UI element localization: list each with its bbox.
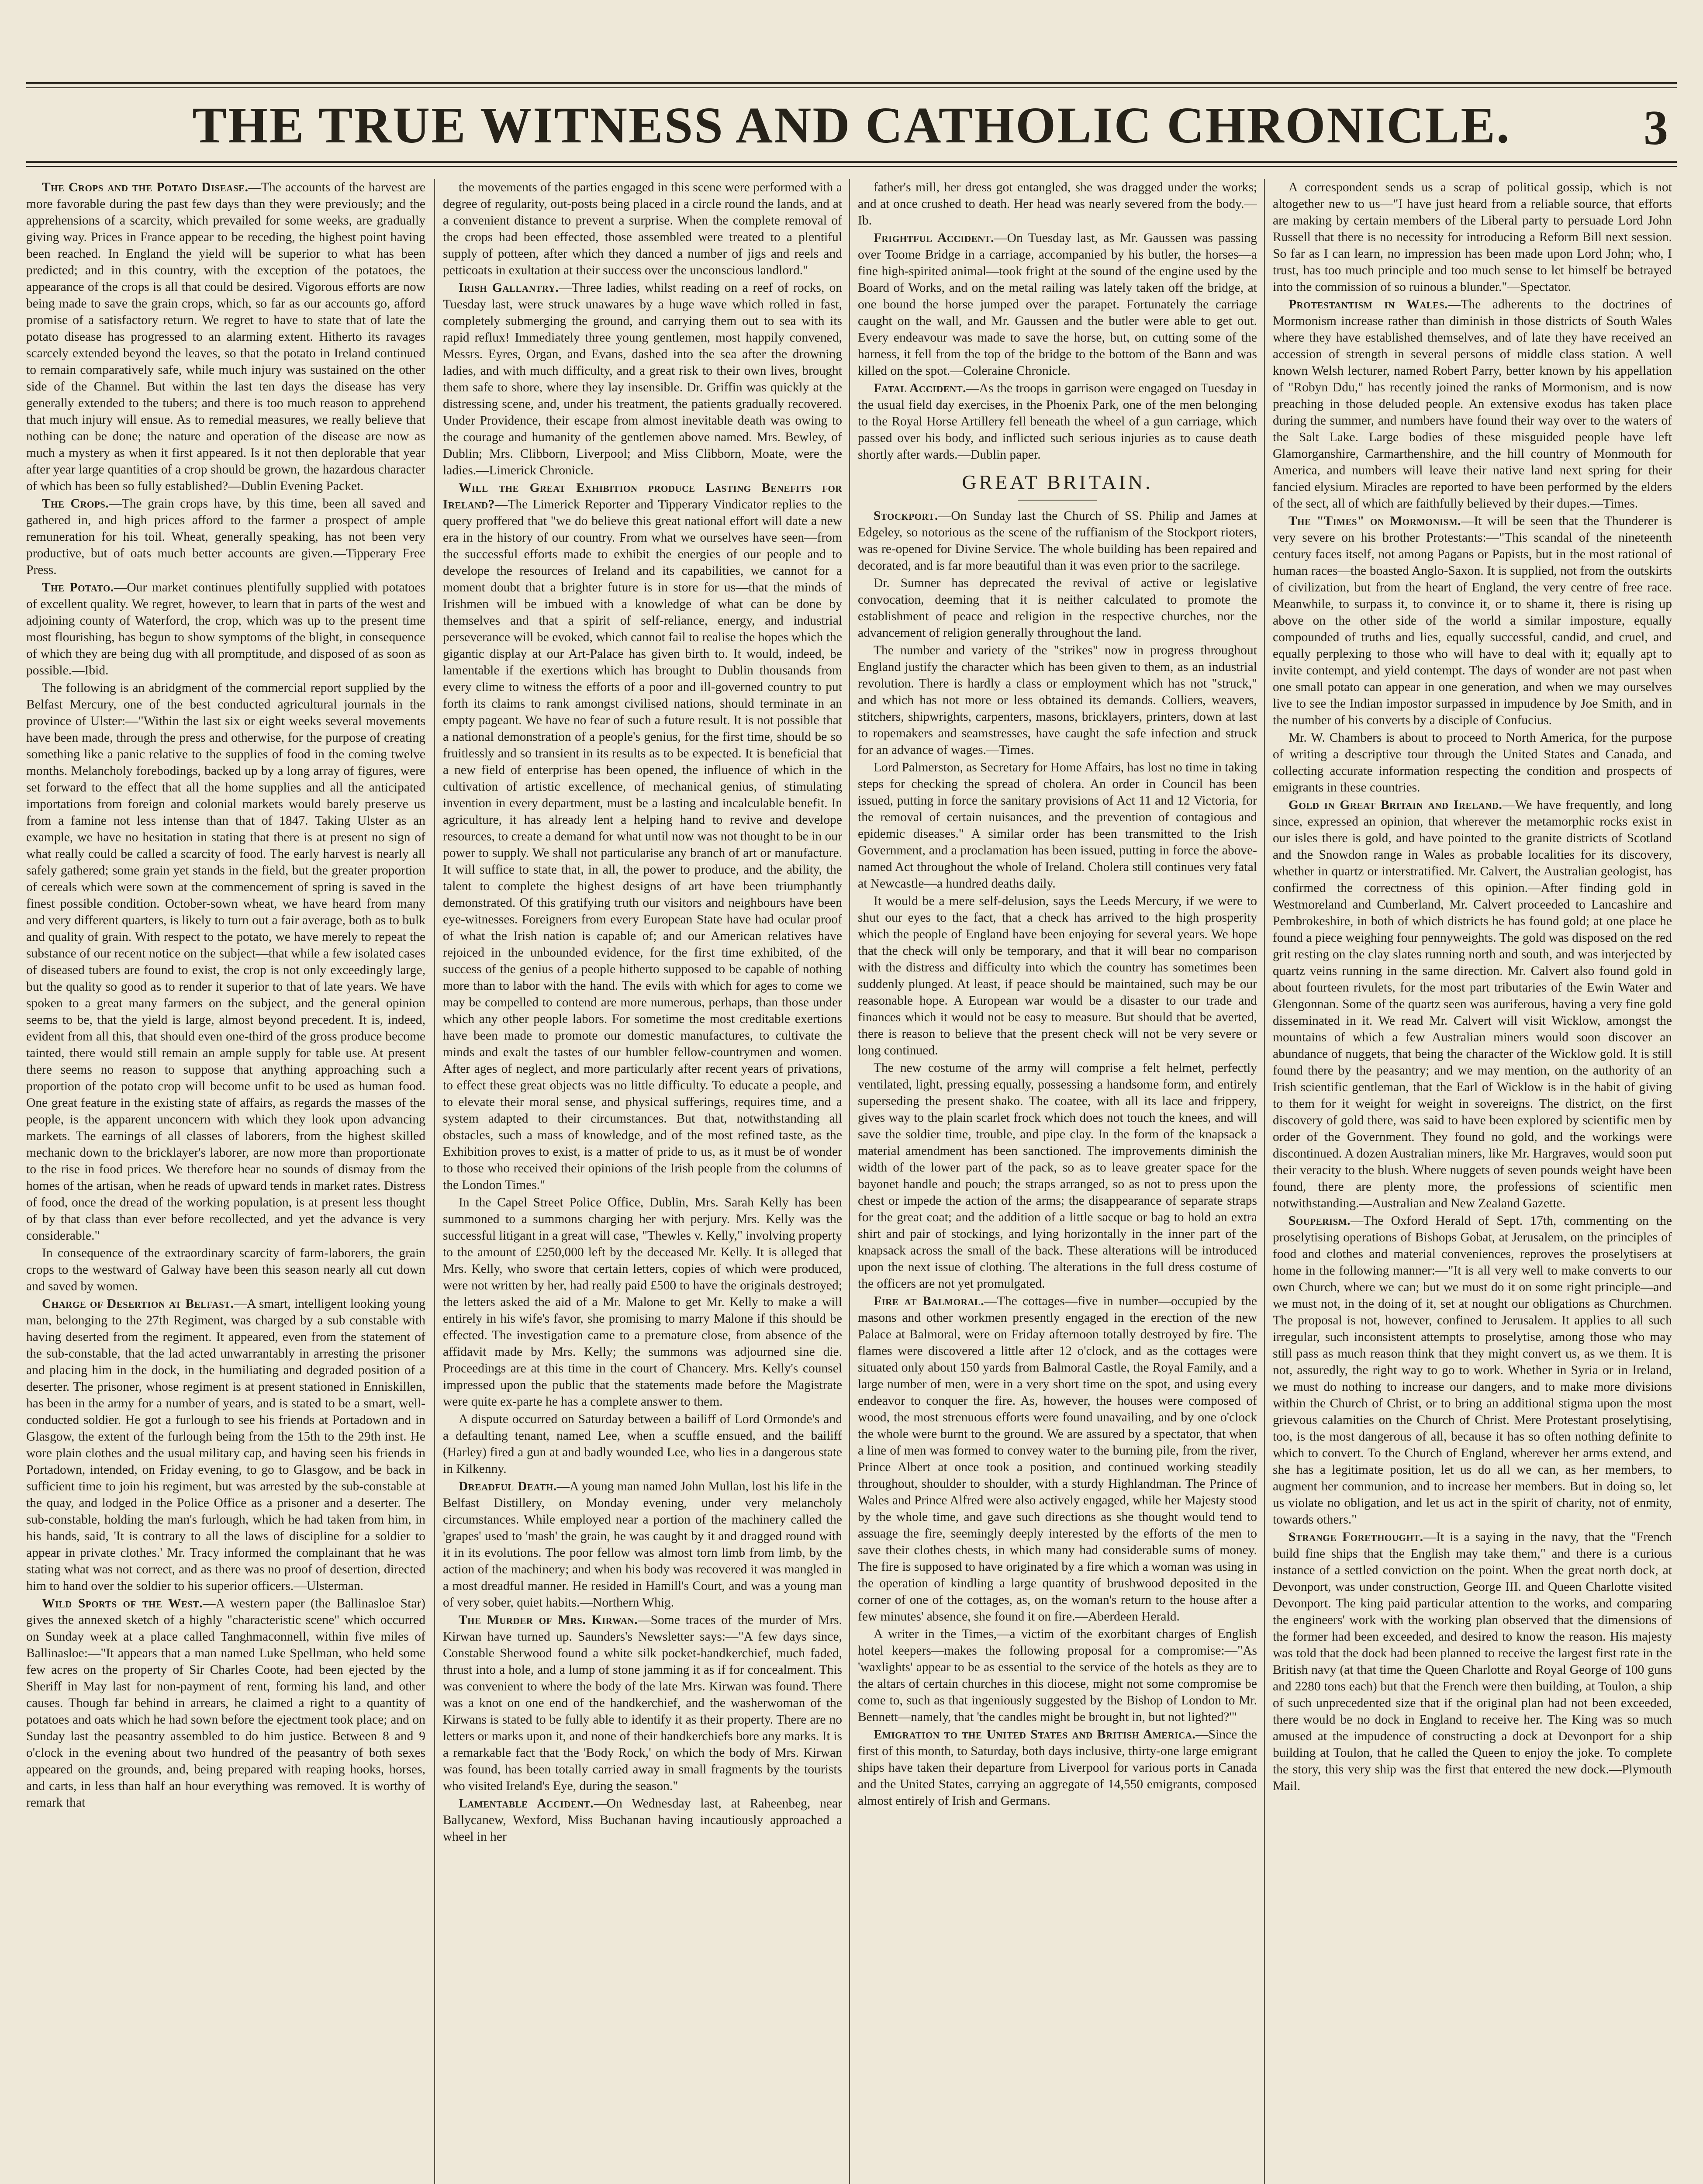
article-text: —Three ladies, whilst reading on a reef of rocks, on Tuesday last, were struck unawares by a huge wave which rolled in fast, completely submerging the ground, and carrying them out to sea with its rapid reflux! Immediately three young gentlemen, most happily convened, Messrs. Eyres, Organ, and Evans, dashed into the sea after the drowning ladies, and with much difficulty, and a great risk to their own lives, brought them safe to shore, where they lay insensible. Dr. Griffin was quickly at the distressing scene, and, under his treatment, the patients gradually recovered. Under Providence, their escape from almost inevitable death was owing to the courage and humanity of the gentlemen above named. Mrs. Bewley, of Dublin; Mrs. Clibborn, Liverpool; and Miss Clibborn, Moate, were the ladies.—Limerick Chronicle. — [443, 281, 842, 477]
article-paragraph — [26, 495, 425, 578]
article-paragraph — [1273, 1213, 1672, 1528]
article-text: A writer in the Times,—a victim of the exorbitant charges of English hotel keepers—makes the following proposal for a compromise:—"As 'waxlights' appear to be as essential to the service of the hotels as they are to the altars of certain churches in this diocese, might not some compromise be come to, such as that ingeniously suggested by the Bishop of London to Mr. Bennett—namely, that 'the candles might be brought in, but not lighted?'" — [858, 1627, 1257, 1724]
article-heading: The Potato. — [42, 581, 114, 594]
article-paragraph — [443, 1411, 842, 1477]
article-paragraph — [858, 893, 1257, 1059]
article-text: —Our market continues plentifully supplied with potatoes of excellent quality. We regret, however, to learn that in parts of the west and adjoining county of Waterford, the crop, which was up to the present time most flourishing, has begun to show symptoms of the blight, in consequence of which they are being dug with all promptitude, and disposed of as soon as possible.—Ibid. — [26, 581, 425, 677]
article-paragraph — [858, 179, 1257, 229]
article-text: —The Limerick Reporter and Tipperary Vindicator replies to the query proffered that "we do believe this great national effort will date a new era in the history of our country. From what we ourselves have seen—from the successful efforts made to exhibit the energies of our people and to develope the resources of Ireland and its capabilities, we cannot for a moment doubt that a brighter future is in store for us—that the minds of Irishmen will be imbued with a knowledge of what can be done by themselves and that a spirit of self-reliance, energy, and industrial perseverance will be evoked, which cannot fail to realise the hopes which the gigantic display at our Art-Palace has given birth to. It would, indeed, be lamentable if the exertions which has brought to Dublin thousands from every clime to witness the efforts of a poor and ill-governed country to put forth its claims to rank amongst civilised nations, should terminate in an empty pageant. We have no fear of such a future result. It is not possible that a national demonstration of a people's genius, for the first time, should be so fruitlessly and so transient in its results as to be expected. It is beneficial that a new field of enterprise has been opened, the influence of which in the cultivation of artistic excellence, of mechanical genius, of stimulating invention in every department, must be a lasting and incalculable benefit. In agriculture, it has already lent a helping hand to revive and develope resources, to create a demand for what until now was not thought to be in our power to supply. We shall not particularise any branch of art or manufacture. It will suffice to state that, in all, the power to produce, and the ability, the talent to complete the highest designs of art have been triumphantly demonstrated. Of this gratifying truth our visitors and neighbours have been eye-witnesses. Foreigners from every European State have had ocular proof of what the Irish nation is capable of; and our American relatives have rejoiced in the unbounded evidence, for the first time exhibited, of the success of the genius of a people hitherto supposed to be capable of nothing more than to labor with the hand. The evils with which for ages to come we may be compelled to contend are more numerous, perhaps, than those under which any other people labors. For sometime the most creditable exertions have been made to promote our domestic manufactures, to cultivate the minds and exalt the tastes of our humbler fellow-countrymen and women. After ages of neglect, and more particularly after recent years of privations, to effect these great objects was no little difficulty. To educate a people, and to elevate their moral sense, and physical sufferings, requires time, and a system adapted to their circumstances. But that, notwithstanding all obstacles, such a mass of knowledge, and of the most refined taste, as the Exhibition proves to exist, is a matter of pride to us, as it must be of wonder to those who received their opinions of the Irish people from the columns of the London Times." — [443, 498, 842, 1192]
article-heading: The Murder of Mrs. Kirwan. — [459, 1613, 638, 1627]
article-paragraph — [443, 280, 842, 479]
top-rule-thin — [26, 87, 1677, 88]
article-heading: Fire at Balmoral. — [874, 1294, 984, 1308]
article-paragraph — [443, 1194, 842, 1410]
article-text: the movements of the parties engaged in this scene were performed with a degree of regularity, out-posts being placed in a circle round the lands, and at a convenient distance to prevent a surprise. When the complete removal of the crops had been effected, those assembled were treated to a plentiful supply of potteen, after which they danced a number of jigs and reels and petticoats in exultation at their success over the unconscious landlord." — [443, 180, 842, 277]
article-paragraph — [858, 1726, 1257, 1809]
article-paragraph — [443, 1478, 842, 1611]
article-paragraph — [858, 1293, 1257, 1625]
article-heading: Will the Great Exhibition produce Lasting Benefits for Ireland? — [443, 481, 842, 511]
article-heading: Dreadful Death. — [459, 1479, 557, 1493]
article-paragraph — [1273, 729, 1672, 796]
article-text: A dispute occurred on Saturday between a bailiff of Lord Ormonde's and a defaulting tenant, named Lee, when a scuffle ensued, and the bailiff (Harley) fired a gun at and badly wounded Lee, who lies in a dangerous state in Kilkenny. — [443, 1412, 842, 1476]
column-3 — [858, 179, 1257, 2184]
article-paragraph — [443, 1795, 842, 1845]
article-text: —The cottages—five in number—occupied by the masons and other workmen presently engaged in the erection of the new Palace at Balmoral, were on Friday afternoon totally destroyed by fire. The flames were discovered a little after 12 o'clock, and as the cottages were situated only about 150 yards from Balmoral Castle, the Royal Family, and a large number of men, were in a very short time on the spot, and using every endeavor to conquer the fire. As, however, the houses were composed of wood, the most strenuous efforts were found unavailing, and by one o'clock the whole were burnt to the ground. We are assured by a spectator, that when a line of men was formed to convey water to the burning pile, from the river, Prince Albert at once took a position, and continued working steadily throughout, shoulder to shoulder, with a sturdy Highlandman. The Prince of Wales and Prince Alfred were also actively engaged, while her Majesty stood by the whole time, and gave such directions as she thought would tend to assuage the fire, seemingly deeply interested by the efforts of the men to save their clothes chests, in which many had considerable sums of money. The fire is supposed to have originated by a fire which a woman was using in the operation of kindling a large quantity of brushwood deposited in the corner of one of the cottages, as, on the woman's return to the house after a few minutes' absence, she found it on fire.—Aberdeen Herald. — [858, 1294, 1257, 1624]
article-paragraph — [443, 179, 842, 279]
article-paragraph — [1273, 179, 1672, 295]
article-text: It would be a mere self-delusion, says the Leeds Mercury, if we were to shut our eyes to the fact, that a check has arrived to the high prosperity which the people of England have been enjoying for several years. We hope that the check will only be temporary, and that it will bear no comparison with the distress and difficulty into which the country has sometimes been suddenly plunged. At least, if peace should be maintained, such may be our reasonable hope. A European war would be a disaster to our trade and finances which it would not be easy to measure. But should that be averted, there is reason to believe that the present check will not be very severe or long continued. — [858, 894, 1257, 1057]
article-heading: Protestantism in Wales. — [1288, 297, 1448, 311]
article-text: —A smart, intelligent looking young man, belonging to the 27th Regiment, was charged by a sub constable with having deserted from the regiment. It appeared, even from the statement of the sub-constable, that the lad acted unwarrantably in arresting the prisoner and placing him in the dock, in the humiliating and degraded position of a deserter. The prisoner, whose regiment is at present stationed in Enniskillen, has been in the army for a number of years, and is stated to be a smart, well-conducted soldier. He got a furlough to see his friends at Portadown and in Glasgow, the extent of the furlough being from the 15th to the 29th inst. He wore plain clothes and the usual military cap, and having seen his friends in Portadown, intended, on Friday evening, to go to Glasgow, and be back in sufficient time to join his regiment, but was arrested by the sub-constable at the quay, and lodged in the Police Office as a prisoner and a deserter. The sub-constable, holding the man's furlough, which he had taken from him, in his hands, said, 'It is contrary to all the laws of discipline for a soldier to appear in private clothes.' Mr. Tracy informed the complainant that he was stating what was not correct, and as there was no proof of desertion, directed him to hand over the soldier to his superior officers.—Ulsterman. — [26, 1297, 425, 1593]
article-heading: The "Times" on Mormonism. — [1288, 514, 1461, 528]
article-paragraph — [858, 1626, 1257, 1725]
column-4 — [1273, 179, 1672, 2184]
article-paragraph — [858, 230, 1257, 379]
article-text: —On Sunday last the Church of SS. Philip and James at Edgeley, so notorious as the scene of the ruffianism of the Stockport rioters, was re-opened for Divine Service. The whole building has been repaired and decorated, and is far more beautiful than it was even prior to the sacrilege. — [858, 509, 1257, 573]
article-paragraph — [1273, 296, 1672, 512]
article-heading: Charge of Desertion at Belfast. — [42, 1297, 234, 1311]
article-text: —Since the first of this month, to Saturday, both days inclusive, thirty-one large emigrant ships have taken their departure from Liverpool for various ports in Canada and the United States, carrying an aggregate of 14,550 emigrants, composed almost entirely of Irish and Germans. — [858, 1728, 1257, 1808]
article-text: Lord Palmerston, as Secretary for Home Affairs, has lost no time in taking steps for checking the spread of cholera. An order in Council has been issued, putting in force the sanitary provisions of Act 11 and 12 Victoria, for the removal of certain nuisances, and the prevention of contagious and epidemic diseases." A similar order has been transmitted to the Irish Government, and a proclamation has been issued, putting in force the above-named Act throughout the whole of Ireland. Cholera still continues very fatal at Newcastle—a hundred deaths daily. — [858, 760, 1257, 891]
article-text: Mr. W. Chambers is about to proceed to North America, for the purpose of writing a descriptive tour through the United States and Canada, and collecting accurate information respecting the condition and prospects of emigrants in these countries. — [1273, 731, 1672, 795]
article-heading: Wild Sports of the West. — [42, 1597, 203, 1610]
article-columns — [26, 179, 1672, 2184]
article-heading: Gold in Great Britain and Ireland. — [1288, 798, 1503, 812]
article-text: —A young man named John Mullan, lost his life in the Belfast Distillery, on Monday evening, under very melancholy circumstances. While employed near a portion of the machinery called the 'grapes' used to 'mash' the grain, he was caught by it and dragged round with it in its evolutions. The poor fellow was almost torn limb from limb, by the action of the machinery; and when his body was recovered it was mangled in a most dreadful manner. He resided in Hamill's Court, and was a young man of very sober, quiet habits.—Northern Whig. — [443, 1479, 842, 1610]
article-text: —The grain crops have, by this time, been all saved and gathered in, and high prices afford to the farmer a prospect of ample remuneration for his toil. Wheat, generally speaking, has not been very productive, but of oats much better accounts are given.—Tipperary Free Press. — [26, 497, 425, 577]
article-heading: Irish Gallantry. — [459, 281, 559, 295]
article-text: —We have frequently, and long since, expressed an opinion, that wherever the metamorphic rocks exist in our isles there is gold, and have pointed to the granite districts of Scotland and the Snowdon range in Wales as probable localities for its discovery, whether in quartz or interstratified. Mr. Calvert, the Australian geologist, has confirmed the correctness of this opinion.—After finding gold in Westmoreland and Cumberland, Mr. Calvert proceeded to Lancashire and Pembrokeshire, in both of which districts he has found gold; at one place he found a piece weighing four pennyweights. The gold was disposed on the red grit resting on the clay slates running north and south, and was interjected by quartz veins running in the same direction. Mr. Calvert also found gold in about fourteen rivulets, for the most part tributaries of the Ewin Water and Glengonnan. Some of the quartz seen was auriferous, having a very fine gold disseminated in it. We read Mr. Calvert will visit Wicklow, amongst the mountains of which a few Australian miners would soon discover an abundance of nuggets, that being the character of the Wicklow gold. It is still found there by the peasantry; and we may mention, on the authority of an Irish scientific gentleman, that the Earl of Wicklow is in the habit of giving to them for it weight for weight in sovereigns. The district, on the first discovery of gold there, was said to have been explored by scientific men by order of the Government. They found no gold, and the workings were discontinued. A dozen Australian miners, like Mr. Hargraves, would soon put their veracity to the blush. Where nuggets of seven pounds weight have been found, there are plenty more, the professions of scientific men notwithstanding.—Australian and New Zealand Gazette. — [1273, 798, 1672, 1210]
article-text: In consequence of the extraordinary scarcity of farm-laborers, the grain crops to the westward of Galway have been this season nearly all cut down and saved by women. — [26, 1246, 425, 1293]
section-rule — [1018, 500, 1097, 501]
article-paragraph — [26, 1296, 425, 1594]
article-paragraph — [858, 380, 1257, 463]
article-heading: Lamentable Accident. — [459, 1797, 594, 1811]
article-paragraph — [858, 508, 1257, 574]
article-paragraph — [1273, 513, 1672, 729]
article-paragraph — [26, 680, 425, 1244]
article-paragraph — [443, 1612, 842, 1794]
article-heading: The Crops. — [42, 497, 109, 511]
article-text: The number and variety of the "strikes" now in progress throughout England justify the character which has been given to them, as an industrial revolution. There is hardly a class or employment which has not "struck," and which has not more or less obtained its demands. Colliers, weavers, stitchers, shipwrights, carpenters, masons, bricklayers, printers, down at last to ropemakers and seamstresses, have caught the safe infection and struck for an advance of wages.—Times. — [858, 643, 1257, 757]
article-text: —On Tuesday last, as Mr. Gaussen was passing over Toome Bridge in a carriage, accompanied by his butler, the horses—a fine high-spirited animal—took fright at the sound of the engine used by the Board of Works, and on the metal railing was lately taken off the bridge, at one bound the horse jumped over the parapet. Fortunately the carriage caught on the wall, and Mr. Gaussen and the butler were able to get out. Every endeavour was made to save the horse, but, on cutting some of the harness, it fell from the top of the bridge to the bottom of the Bann and was killed on the spot.—Coleraine Chronicle. — [858, 231, 1257, 378]
article-text: —It will be seen that the Thunderer is very severe on his brother Protestants:—"This scandal of the nineteenth century faces itself, not among Pagans or Papists, but in the most rational of human races—the boasted Anglo-Saxon. It is supplied, not from the outskirts of civilization, but from the heart of England, the very centre of free race. Meanwhile, to surpass it, to convince it, or to shame it, there is rising up above on the other side of the world a similar imposture, equally compounded of truths and lies, equally successful, candid, and cruel, and equally perplexing to those who will have to deal with it; equally apt to invite contempt, and yield contempt. The days of wonder are not past when one small potato can appear in one generation, and when we may ourselves live to see the Indian impostor surpassed in impudence by Joe Smith, and in the number of his converts by a disciple of Confucius. — [1273, 514, 1672, 727]
section-heading: GREAT BRITAIN. — [962, 471, 1153, 493]
article-text: —A western paper (the Ballinasloe Star) gives the annexed sketch of a highly "characteristic scene" which occurred on Sunday week at a place called Tanghmaconnell, within five miles of Ballinasloe:—"It appears that a man named Luke Spellman, who held some few acres on the property of Sir Charles Coote, had been ejected by the Sheriff in May last for non-payment of rent, forming his land, and other causes. Though far behind in arrears, he claimed a right to a quantity of potatoes and oats which he had sown before the ejectment took place; and on Sunday last the peasantry assembled to do him justice. Between 8 and 9 o'clock in the evening about two hundred of the peasantry of both sexes appeared on the grounds, and, being prepared with reaping hooks, horses, and carts, in less than half an hour everything was removed. It is worthy of remark that — [26, 1597, 425, 1810]
article-heading: Stockport. — [874, 509, 938, 523]
article-text: —The Oxford Herald of Sept. 17th, commenting on the proselytising operations of Bishops Gobat, at Jerusalem, on the principles of food and clothes and material conveniences, reproves the proselytisers at home in the following manner:—"It is all very well to make converts to our own Church, where we can; but we must do it on some right principle—and we must not, in the doing of it, set at nought our obligations as Churchmen. The proposal is not, however, confined to Jerusalem. It applies to all such irregular, such inconsistent attempts to proselytise, among those who may still pass as much reason think that they might convert us, as we them. It is not, assuredly, the right way to go to work. Whether in Syria or in Ireland, we must do nothing to increase our dangers, and to make more divisions within the Church of Christ, or to bring an additional stigma upon the most grievous calamities on the Church of Christ. Mere Protestant proselytising, too, is the most dangerous of all, because it has so often nothing definite to which to convert. To the Church of England, wherever her arms extend, and she has a legitimate position, let us do all we can, as her members, to augment her communion, and to increase her members. But in doing so, let us violate no obligation, and let us act in the spirit of charity, not of enmity, towards others." — [1273, 1214, 1672, 1527]
article-paragraph — [1273, 797, 1672, 1212]
article-heading: Frightful Accident. — [874, 231, 995, 245]
column-divider — [434, 179, 435, 2184]
article-text: —As the troops in garrison were engaged on Tuesday in the usual field day exercises, in the Phoenix Park, one of the men belonging to the Royal Horse Artillery fell beneath the wheel of a gun carriage, which passed over his body, and inflicted such serious injuries as to cause death shortly after wards.—Dublin paper. — [858, 381, 1257, 462]
article-heading: Strange Forethought. — [1288, 1530, 1423, 1544]
masthead-rule — [26, 161, 1677, 163]
masthead — [26, 93, 1677, 158]
article-text: —The accounts of the harvest are more favorable during the past few days than they were previously; and the apprehensions of a scarcity, which prevailed for some weeks, are gradually giving way. Prices in France appear to be receding, the highest point having been reached. In England the yield will be superior to what has been predicted; and in this country, with the exception of the potatoes, the appearance of the crops is all that could be desired. Vigorous efforts are now being made to save the grain crops, which, so far as our accounts go, afford promise of a satisfactory return. We regret to have to state that of late the potato disease has progressed to an alarming extent. Hitherto its ravages scarcely extended beyond the leaves, so that the potato in Ireland continued to remain comparatively safe, while much injury was sustained on the other side of the Channel. But within the last ten days the disease has very generally extended to the tubers; and there is too much reason to apprehend that much injury will ensue. As to remedial measures, we really believe that nothing can be done; the nature and operation of the disease are now as much a mystery as when it first appeared. Is it not then deplorable that year after year large quantities of a crop should be grown, the hazardous character of which has been so fully established?—Dublin Evening Packet. — [26, 180, 425, 493]
article-paragraph — [858, 759, 1257, 892]
article-paragraph — [1273, 1529, 1672, 1794]
page-number: 3 — [1644, 101, 1668, 155]
article-paragraph — [858, 575, 1257, 641]
column-divider — [1264, 179, 1265, 2184]
article-paragraph — [858, 1060, 1257, 1292]
article-text: —The adherents to the doctrines of Mormonism increase rather than diminish in those districts of South Wales where they have established themselves, and of late they have received an accession of strength in several persons of middle class station. A well known Welsh lecturer, named Robert Parry, better known by his appellation of "Robyn Ddu," has recently joined the ranks of Mormonism, and is now preaching in those deluded people. An extensive exodus has taken place during the summer, and numbers have found their way over to the waters of the Salt Lake. Large bodies of these misguided people have left Glamorganshire, Carmarthenshire, and the hill country of Monmouth for America, and numbers will leave their native land next spring for their fancied elysium. Miracles are reported to have been performed by the elders of the sect, all of which are faithfully believed by their dupes.—Times. — [1273, 297, 1672, 511]
article-text: In the Capel Street Police Office, Dublin, Mrs. Sarah Kelly has been summoned to a summons charging her with perjury. Mrs. Kelly was the successful litigant in a great will case, "Thewles v. Kelly," involving property to the amount of £250,000 left by the deceased Mr. Kelly. It is alleged that Mrs. Kelly, who swore that certain letters, copies of which were produced, were not written by her, had really paid £500 to have the originals destroyed; the letters asked the aid of a Mr. Malone to get Mr. Kelly to make a will entirely in his wife's favor, she promising to marry Malone if this should be effected. The investigation came to a premature close, from absence of the affidavit made by Mrs. Kelly; the summons was adjourned sine die. Proceedings are at this time in the court of Chancery. Mrs. Kelly's counsel impressed upon the public that the statements made before the Magistrate were quite ex-parte he has a complete answer to them. — [443, 1196, 842, 1409]
article-text: Dr. Sumner has deprecated the revival of active or legislative convocation, deeming that it is neither calculated to promote the establishment of peace and religion in the respective churches, nor the advancement of religion generally throughout the land. — [858, 576, 1257, 640]
article-heading: Emigration to the United States and British America. — [874, 1728, 1196, 1742]
article-heading: The Crops and the Potato Disease. — [42, 180, 249, 194]
article-text: —It is a saying in the navy, that the "French build fine ships that the English may take them," and there is a curious instance of a settled conviction on the point. When the great north dock, at Devonport, was under construction, George III. and Queen Charlotte visited Devonport. The king paid particular attention to the works, and comparing the engineers' work with the working plan observed that the dimensions of the former had been exceeded, and desired to know the reason. His majesty was told that the dock had been planned to receive the largest first rate in the British navy (at that time the Queen Charlotte and Royal George of 100 guns and 2280 tons each) but that the French were then building, at Toulon, a ship of such unprecedented size that if the original plan had not been exceeded, there would be no dock in England to receive her. The King was so much amused at the impudence of constructing a dock at Devonport for a ship building at Toulon, that he called the Queen to enjoy the joke. To complete the story, this very ship was the first that entered the new dock.—Plymouth Mail. — [1273, 1530, 1672, 1793]
column-2 — [443, 179, 842, 2184]
article-text: —On Wednesday last, at Raheenbeg, near Ballycanew, Wexford, Miss Buchanan having incautiously approached a wheel in her — [443, 1797, 842, 1844]
masthead-rule-thin — [26, 166, 1677, 167]
masthead-title: THE TRUE WITNESS AND CATHOLIC CHRONICLE. — [192, 97, 1511, 154]
top-rule — [26, 82, 1677, 84]
article-paragraph — [858, 642, 1257, 758]
column-1 — [26, 179, 425, 2184]
article-paragraph — [26, 179, 425, 494]
article-text: A correspondent sends us a scrap of political gossip, which is not altogether new to us—"I have just heard from a reliable source, that efforts are making by certain members of the Liberal party to persuade Lord John Russell that there is no necessity for introducing a Reform Bill next session. So far as I can learn, no impression has been made upon Lord John; who, I trust, has too much principle and too much sense to let himself be betrayed into the commission of so ruinous a blunder."—Spectator. — [1273, 180, 1672, 294]
article-text: The following is an abridgment of the commercial report supplied by the Belfast Mercury, one of the best conducted agricultural journals in the province of Ulster:—"Within the last six or eight weeks several movements have been made, through the press and otherwise, for the purpose of creating something like a panic relative to the supplies of food in the coming twelve months. Melancholy forebodings, backed up by a long array of figures, were set forward to the effect that all the home supplies and all the anticipated importations from foreign and colonial markets would barely preserve us from a famine not less intense than that of 1847. Taking Ulster as an example, we have no hesitation in stating that there is at present no sign of what really could be called a scarcity of food. The early harvest is nearly all safely gathered; some grain yet stands in the field, but the greater proportion of cereals which were sown at the commencement of spring is saved in the finest possible condition. October-sown wheat, we have heard from many and very different quarters, is likely to turn out a fair average, both as to bulk and quality of grain. With respect to the potato, we have merely to repeat the substance of our recent notice on the subject—that while a few isolated cases of diseased tubers are found to exist, the crop is not only exceedingly large, but the quality so good as to render it superior to that of late years. We have spoken to a great many farmers on the subject, and the general opinion seems to be, that the yield is large, almost beyond precedent. It is, indeed, evident from all this, that should even one-third of the gross produce become tainted, there would still remain an ample supply for table use. At present there seems no reason to suppose that anything approaching such a proportion of the potato crop will become unfit to be used as human food. One great feature in the existing state of affairs, as regards the masses of the people, is the apparent unconcern with which they look upon advancing markets. The earnings of all classes of laborers, from the highest skilled mechanic down to the bricklayer's laborer, are now more than proportionate to the rise in food prices. We therefore hear no sounds of dismay from the homes of the artisan, when he reads of upward tends in market rates. Distress of food, once the dread of the working population, is at present less thought of by that class than ever before recollected, and yet the advance is very considerable." — [26, 681, 425, 1243]
article-text: —Some traces of the murder of Mrs. Kirwan have turned up. Saunders's Newsletter says:—"A few days since, Constable Sherwood found a white silk pocket-handkerchief, much faded, thrust into a hole, and a lump of stone jamming it as if for concealment. This was convenient to where the body of the late Mrs. Kirwan was found. There was a knot on one end of the handkerchief, and the washerwoman of the Kirwans is stated to be fully able to identify it as their property. There are no letters or marks upon it, and none of their handkerchiefs bore any marks. It is a remarkable fact that the 'Body Rock,' on which the body of Mrs. Kirwan was found, has been totally carried away in small fragments by the tourists who visited Ireland's Eye, during the season." — [443, 1613, 842, 1793]
article-text: father's mill, her dress got entangled, she was dragged under the works; and at once crushed to death. Her head was nearly severed from the body.—Ib. — [858, 180, 1257, 228]
article-paragraph — [26, 1595, 425, 1811]
article-heading: Fatal Accident. — [874, 381, 967, 395]
article-paragraph — [26, 579, 425, 679]
column-divider — [849, 179, 850, 2184]
article-text: The new costume of the army will comprise a felt helmet, perfectly ventilated, light, pressing equally, possessing a handsome form, and entirely superseding the present shako. The coatee, with all its lace and frippery, gives way to the plain scarlet frock which does not touch the knees, and will save the soldier time, trouble, and pipe clay. In the form of the knapsack a material amendment has been sanctioned. The improvements diminish the width of the lower part of the pack, so as to leave greater space for the bayonet handle and pouch; the straps arranged, so as not to press upon the chest or impede the action of the arms; the disappearance of separate straps for the great coat; and the addition of a little sacque or bag to hold an extra shirt and pair of stockings, and lying horizontally in the inner part of the knapsack across the small of the back. These alterations will be introduced upon the next issue of clothing. The alterations in the full dress costume of the officers are not yet promulgated. — [858, 1061, 1257, 1291]
article-paragraph — [443, 480, 842, 1193]
article-heading: Souperism. — [1288, 1214, 1351, 1228]
article-paragraph — [26, 1245, 425, 1295]
